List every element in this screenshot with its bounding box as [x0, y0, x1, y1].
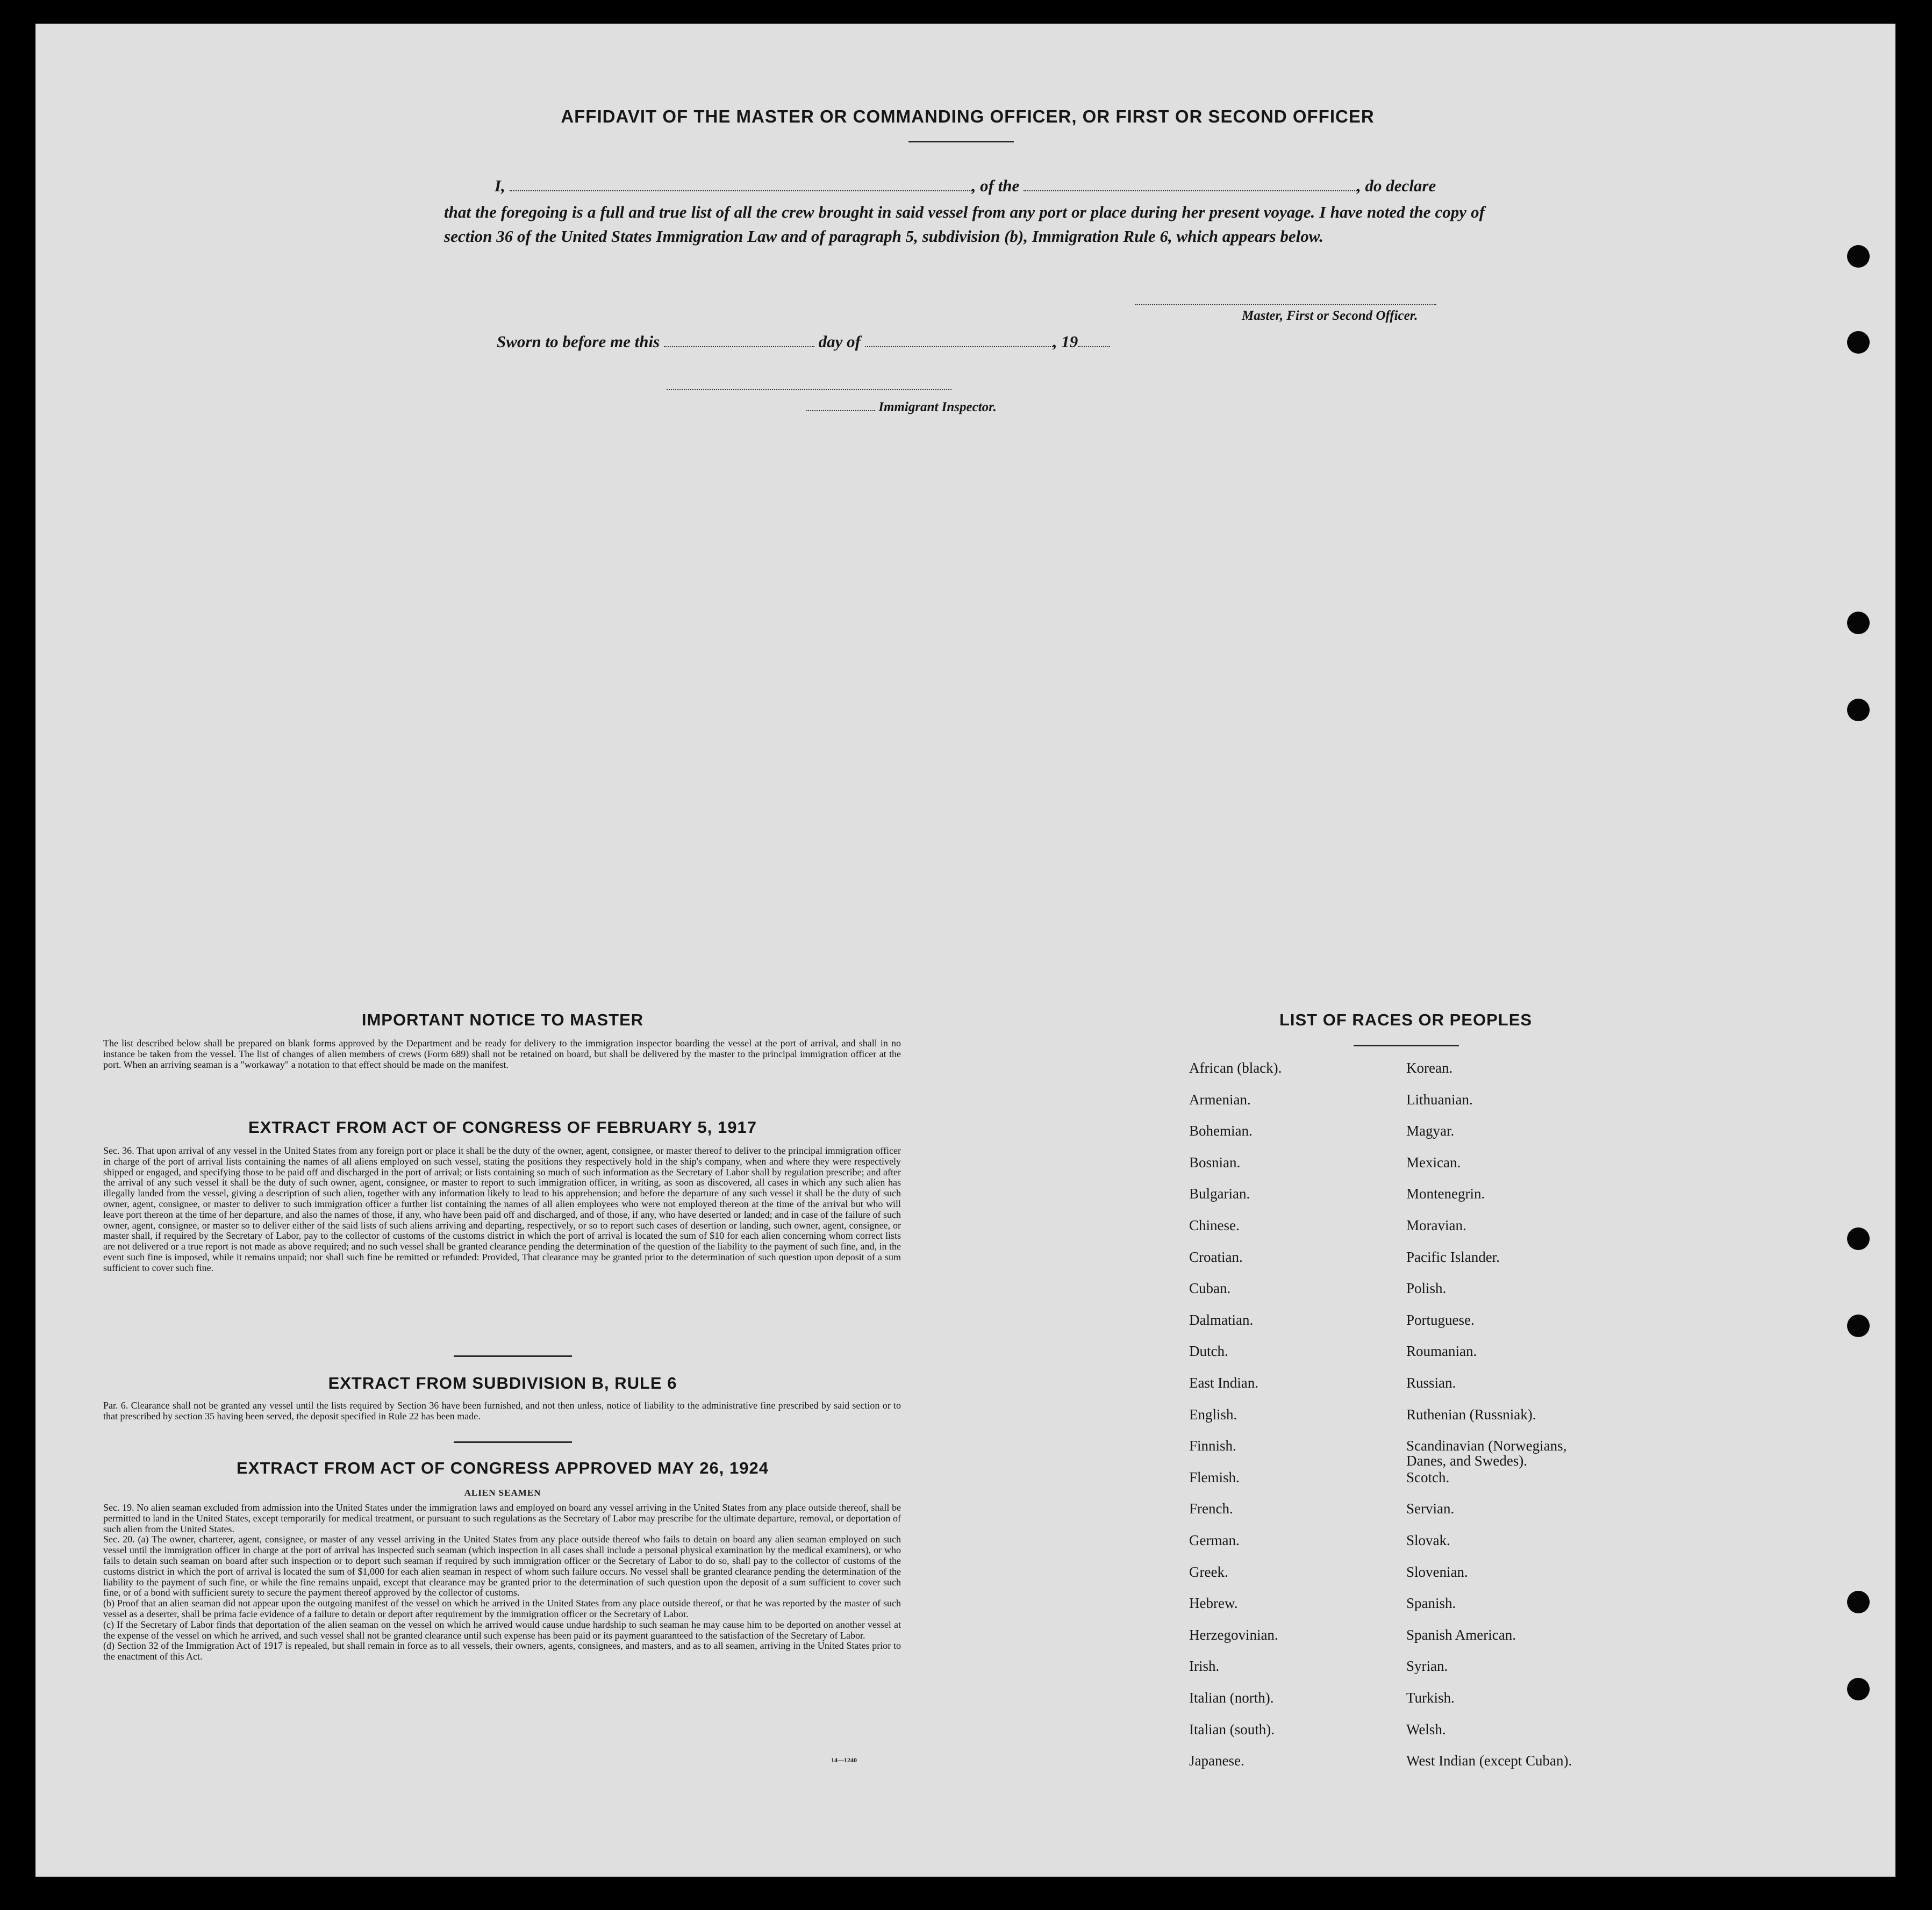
race-item: Russian.: [1406, 1375, 1456, 1391]
race-item: German.: [1189, 1532, 1240, 1548]
race-item: East Indian.: [1189, 1375, 1258, 1391]
race-item: Mexican.: [1406, 1154, 1461, 1171]
race-item: Irish.: [1189, 1658, 1220, 1674]
race-item: Greek.: [1189, 1564, 1228, 1580]
signature-line: [1135, 304, 1436, 305]
inspector-label: [806, 400, 997, 415]
race-item: Spanish American.: [1406, 1627, 1516, 1643]
signature-label: Master, First or Second Officer.: [1242, 308, 1418, 323]
binder-hole: [1847, 612, 1870, 634]
race-item: Spanish.: [1406, 1595, 1456, 1611]
section-20c-paragraph: (c) If the Secretary of Labor finds that deportation of the alien seaman on the vessel on which he arrived would cause undue hardship to such seaman he may cause him to be deported on another vessel at the expense of the vessel on which he arrived, and such vessel shall not be granted clearance until such expense has been paid or its payment guaranteed to the satisfaction of the Secretary of Labor.: [103, 1619, 901, 1641]
race-item: Croatian.: [1189, 1249, 1243, 1265]
subdivision-b-title: EXTRACT FROM SUBDIVISION B, RULE 6: [328, 1374, 677, 1392]
race-item: Bosnian.: [1189, 1154, 1241, 1171]
race-item: West Indian (except Cuban).: [1406, 1753, 1572, 1769]
race-item: African (black).: [1189, 1060, 1282, 1076]
subdivision-b-text: Par. 6. Clearance shall not be granted any vessel until the lists required by Section 36 have been furnished, and not then unless, notice of liability to the administrative fine prescribed by said section or to that prescribed by section 35 having been served, the deposit specified in Rule 22 has been made.: [103, 1400, 901, 1421]
race-item: Hebrew.: [1189, 1595, 1238, 1611]
binder-hole: [1847, 331, 1870, 354]
race-item: Lithuanian.: [1406, 1092, 1473, 1108]
race-item: Flemish.: [1189, 1469, 1240, 1485]
form-number: 14—1240: [831, 1756, 857, 1764]
race-item: Armenian.: [1189, 1092, 1251, 1108]
affidavit-declaration-line: [495, 176, 1436, 196]
race-item: Pacific Islander.: [1406, 1249, 1500, 1265]
race-item: Dalmatian.: [1189, 1312, 1254, 1328]
binder-hole: [1847, 245, 1870, 268]
vessel-blank: [1024, 190, 1357, 191]
notice-title: IMPORTANT NOTICE TO MASTER: [361, 1010, 644, 1029]
inspector-line: [667, 389, 951, 390]
race-item: Ruthenian (Russniak).: [1406, 1406, 1536, 1423]
race-item: English.: [1189, 1406, 1237, 1423]
affidavit-body: that the foregoing is a full and true list of all the crew brought in said vessel from any port or place during her present voyage. I have noted the copy of section 36 of the United States Immigration Law and of paragraph 5, subdivision (b), Immigration Rule 6, which appears below.: [444, 203, 1485, 246]
race-item: Slovenian.: [1406, 1564, 1468, 1580]
race-item: Dutch.: [1189, 1343, 1228, 1359]
inspector-lead-dots: [806, 410, 875, 411]
notice-text: The list described below shall be prepared on blank forms approved by the Department and be ready for delivery to the immigration inspector boarding the vessel at the port of arrival, and shall in no instance be taken from the vessel. The list of changes of alien members of crews (Form 689) shall not be retained on board, but shall be delivered by the master to the principal immigration officer at the port. When an arriving seaman is a "workaway" a notation to that effect should be made on the manifest.: [103, 1038, 901, 1070]
affidavit-of-the: , of the: [971, 176, 1020, 195]
affidavit-title: AFFIDAVIT OF THE MASTER OR COMMANDING OFFICER, OR FIRST OR SECOND OFFICER: [561, 106, 1375, 126]
binder-hole: [1847, 1227, 1870, 1250]
affidavit-title-rule: [908, 141, 1014, 142]
races-title: LIST OF RACES OR PEOPLES: [1279, 1010, 1533, 1029]
extract-1917-text: Sec. 36. That upon arrival of any vessel in the United States from any foreign port or place it shall be the duty of the owner, agent, consignee, or master thereof to deliver to the principal immigration officer in charge of the port of arrival lists containing the names of all aliens employed on such vessel, stating the positions they respectively hold in the ship's company, when and where they were respectively shipped or engaged, and specifying those to be paid off and discharged in the port of arrival; or lists containing so much of such information as the Secretary of Labor shall by regulation prescribe; and after the arrival of any such vessel it shall be the duty of such owner, agent, consignee, or master to report to such immigration officer, in writing, as soon as discovered, all cases in which any such alien has illegally landed from the vessel, giving a description of such alien, together with any information likely to lead to his apprehension; and before the departure of any such vessel it shall be the duty of such owner, agent, consignee, or master to deliver to such immigration officer a further list containing the names of all alien employees who were not employed thereon at the time of the arrival but who will leave port thereon at the time of her departure, and also the names of those, if any, who have been paid off and discharged, and of those, if any, who have deserted or landed; and in case of the failure of such owner, agent, consignee, or master so to deliver either of the said lists of such aliens arriving and departing, respectively, or so to report such cases of desertion or landing, such owner, agent, consignee, or master shall, if required by the Secretary of Labor, pay to the collector of customs of the customs district in which the port of arrival is located the sum of $10 for each alien concerning whom correct lists are not delivered or a true report is not made as above required; and no such vessel shall be granted clearance pending the determination of the question of the liability to the payment of such fine, and, in the event such fine is imposed, while it remains unpaid; nor shall such fine be remitted or refunded: Provided, That clearance may be granted prior to the determination of such question upon deposit of a sum sufficient to cover such fine.: [103, 1145, 901, 1273]
race-item: Scandinavian (Norwegians,: [1406, 1438, 1567, 1454]
section-20a-paragraph: Sec. 20. (a) The owner, charterer, agent, consignee, or master of any vessel arriving in the United States from any place outside thereof who fails to detain on board any alien seaman employed on such vessel until the immigration officer in charge at the port of arrival has inspected such seaman (which inspection in all cases shall include a personal physical examination by the medical examiners), or who fails to detain such seaman on board after such inspection or to deport such seaman if required by such immigration officer or the Secretary of Labor to do so, shall pay to the collector of customs of the customs district in which the port of arrival is located the sum of $1,000 for each alien seaman in respect of whom such failure occurs. No vessel shall be granted clearance pending the determination of the liability to the payment of such fine, or while the fine remains unpaid, except that clearance may be granted prior to the determination of such question upon the deposit of a sum sufficient to cover such fine, or of a bond with sufficient surety to secure the payment thereof approved by the collector of customs.: [103, 1534, 901, 1598]
races-title-rule: [1354, 1045, 1459, 1046]
extract-1924-title: EXTRACT FROM ACT OF CONGRESS APPROVED MAY 26, 1924: [237, 1459, 769, 1477]
binder-hole: [1847, 699, 1870, 721]
race-item: Syrian.: [1406, 1658, 1448, 1674]
sworn-year-blank: [1078, 346, 1110, 347]
race-item: Italian (south).: [1189, 1721, 1275, 1737]
sworn-day-of: day of: [818, 332, 861, 351]
section-divider: [454, 1355, 572, 1357]
race-item: Bulgarian.: [1189, 1186, 1250, 1202]
binder-hole: [1847, 1591, 1870, 1613]
race-item: Cuban.: [1189, 1280, 1231, 1296]
sworn-line: [497, 332, 1110, 351]
affidavit-do-declare: , do declare: [1357, 176, 1436, 195]
binder-hole: [1847, 1315, 1870, 1337]
section-19-paragraph: Sec. 19. No alien seaman excluded from admission into the United States under the immigration laws and employed on board any vessel arriving in the United States from any place outside thereof, shall be permitted to land in the United States, except temporarily for medical treatment, or pursuant to such regulations as the Secretary of Labor may prescribe for the ultimate departure, removal, or deportation of such alien from the United States.: [103, 1502, 901, 1534]
extract-1924-text: [103, 1503, 901, 1662]
affidavit-i: I,: [495, 176, 505, 195]
race-item: Finnish.: [1189, 1438, 1236, 1454]
race-item: Korean.: [1406, 1060, 1453, 1076]
race-item: Polish.: [1406, 1280, 1447, 1296]
race-item: Chinese.: [1189, 1217, 1240, 1233]
race-item: Turkish.: [1406, 1690, 1455, 1706]
extract-1917-title: EXTRACT FROM ACT OF CONGRESS OF FEBRUARY 5, 1917: [248, 1118, 757, 1137]
race-item: Italian (north).: [1189, 1690, 1274, 1706]
race-item: Portuguese.: [1406, 1312, 1475, 1328]
race-item: Welsh.: [1406, 1721, 1446, 1737]
alien-seamen-subtitle: ALIEN SEAMEN: [464, 1488, 541, 1498]
section-20b-paragraph: (b) Proof that an alien seaman did not appear upon the outgoing manifest of the vessel on which he arrived in the United States from any place outside thereof, or that he was reported by the master of such vessel as a deserter, shall be prima facie evidence of a failure to detain or deport after requirement by the immigration officer or the Secretary of Labor.: [103, 1598, 901, 1619]
race-item: French.: [1189, 1500, 1233, 1517]
race-item: Japanese.: [1189, 1753, 1244, 1769]
race-item: Scotch.: [1406, 1469, 1450, 1485]
race-item: Moravian.: [1406, 1217, 1466, 1233]
race-item: Magyar.: [1406, 1123, 1455, 1139]
section-divider: [454, 1441, 572, 1443]
race-item: Danes, and Swedes).: [1406, 1453, 1527, 1469]
race-item: Herzegovinian.: [1189, 1627, 1278, 1643]
section-20d-paragraph: (d) Section 32 of the Immigration Act of 1917 is repealed, but shall remain in force as to all vessels, their owners, agents, consignees, and masters, and as to all seamen, arriving in the United States prior to the enactment of this Act.: [103, 1640, 901, 1662]
name-blank: [510, 190, 972, 191]
sworn-year: , 19: [1053, 332, 1078, 351]
race-item: Servian.: [1406, 1500, 1455, 1517]
race-item: Bohemian.: [1189, 1123, 1253, 1139]
sworn-day-blank: [664, 346, 814, 347]
binder-hole: [1847, 1678, 1870, 1700]
race-item: Roumanian.: [1406, 1343, 1477, 1359]
race-item: Slovak.: [1406, 1532, 1450, 1548]
sworn-prefix: Sworn to before me this: [497, 332, 660, 351]
race-item: Montenegrin.: [1406, 1186, 1485, 1202]
inspector-label-text: Immigrant Inspector.: [878, 400, 997, 414]
sworn-month-blank: [865, 346, 1053, 347]
